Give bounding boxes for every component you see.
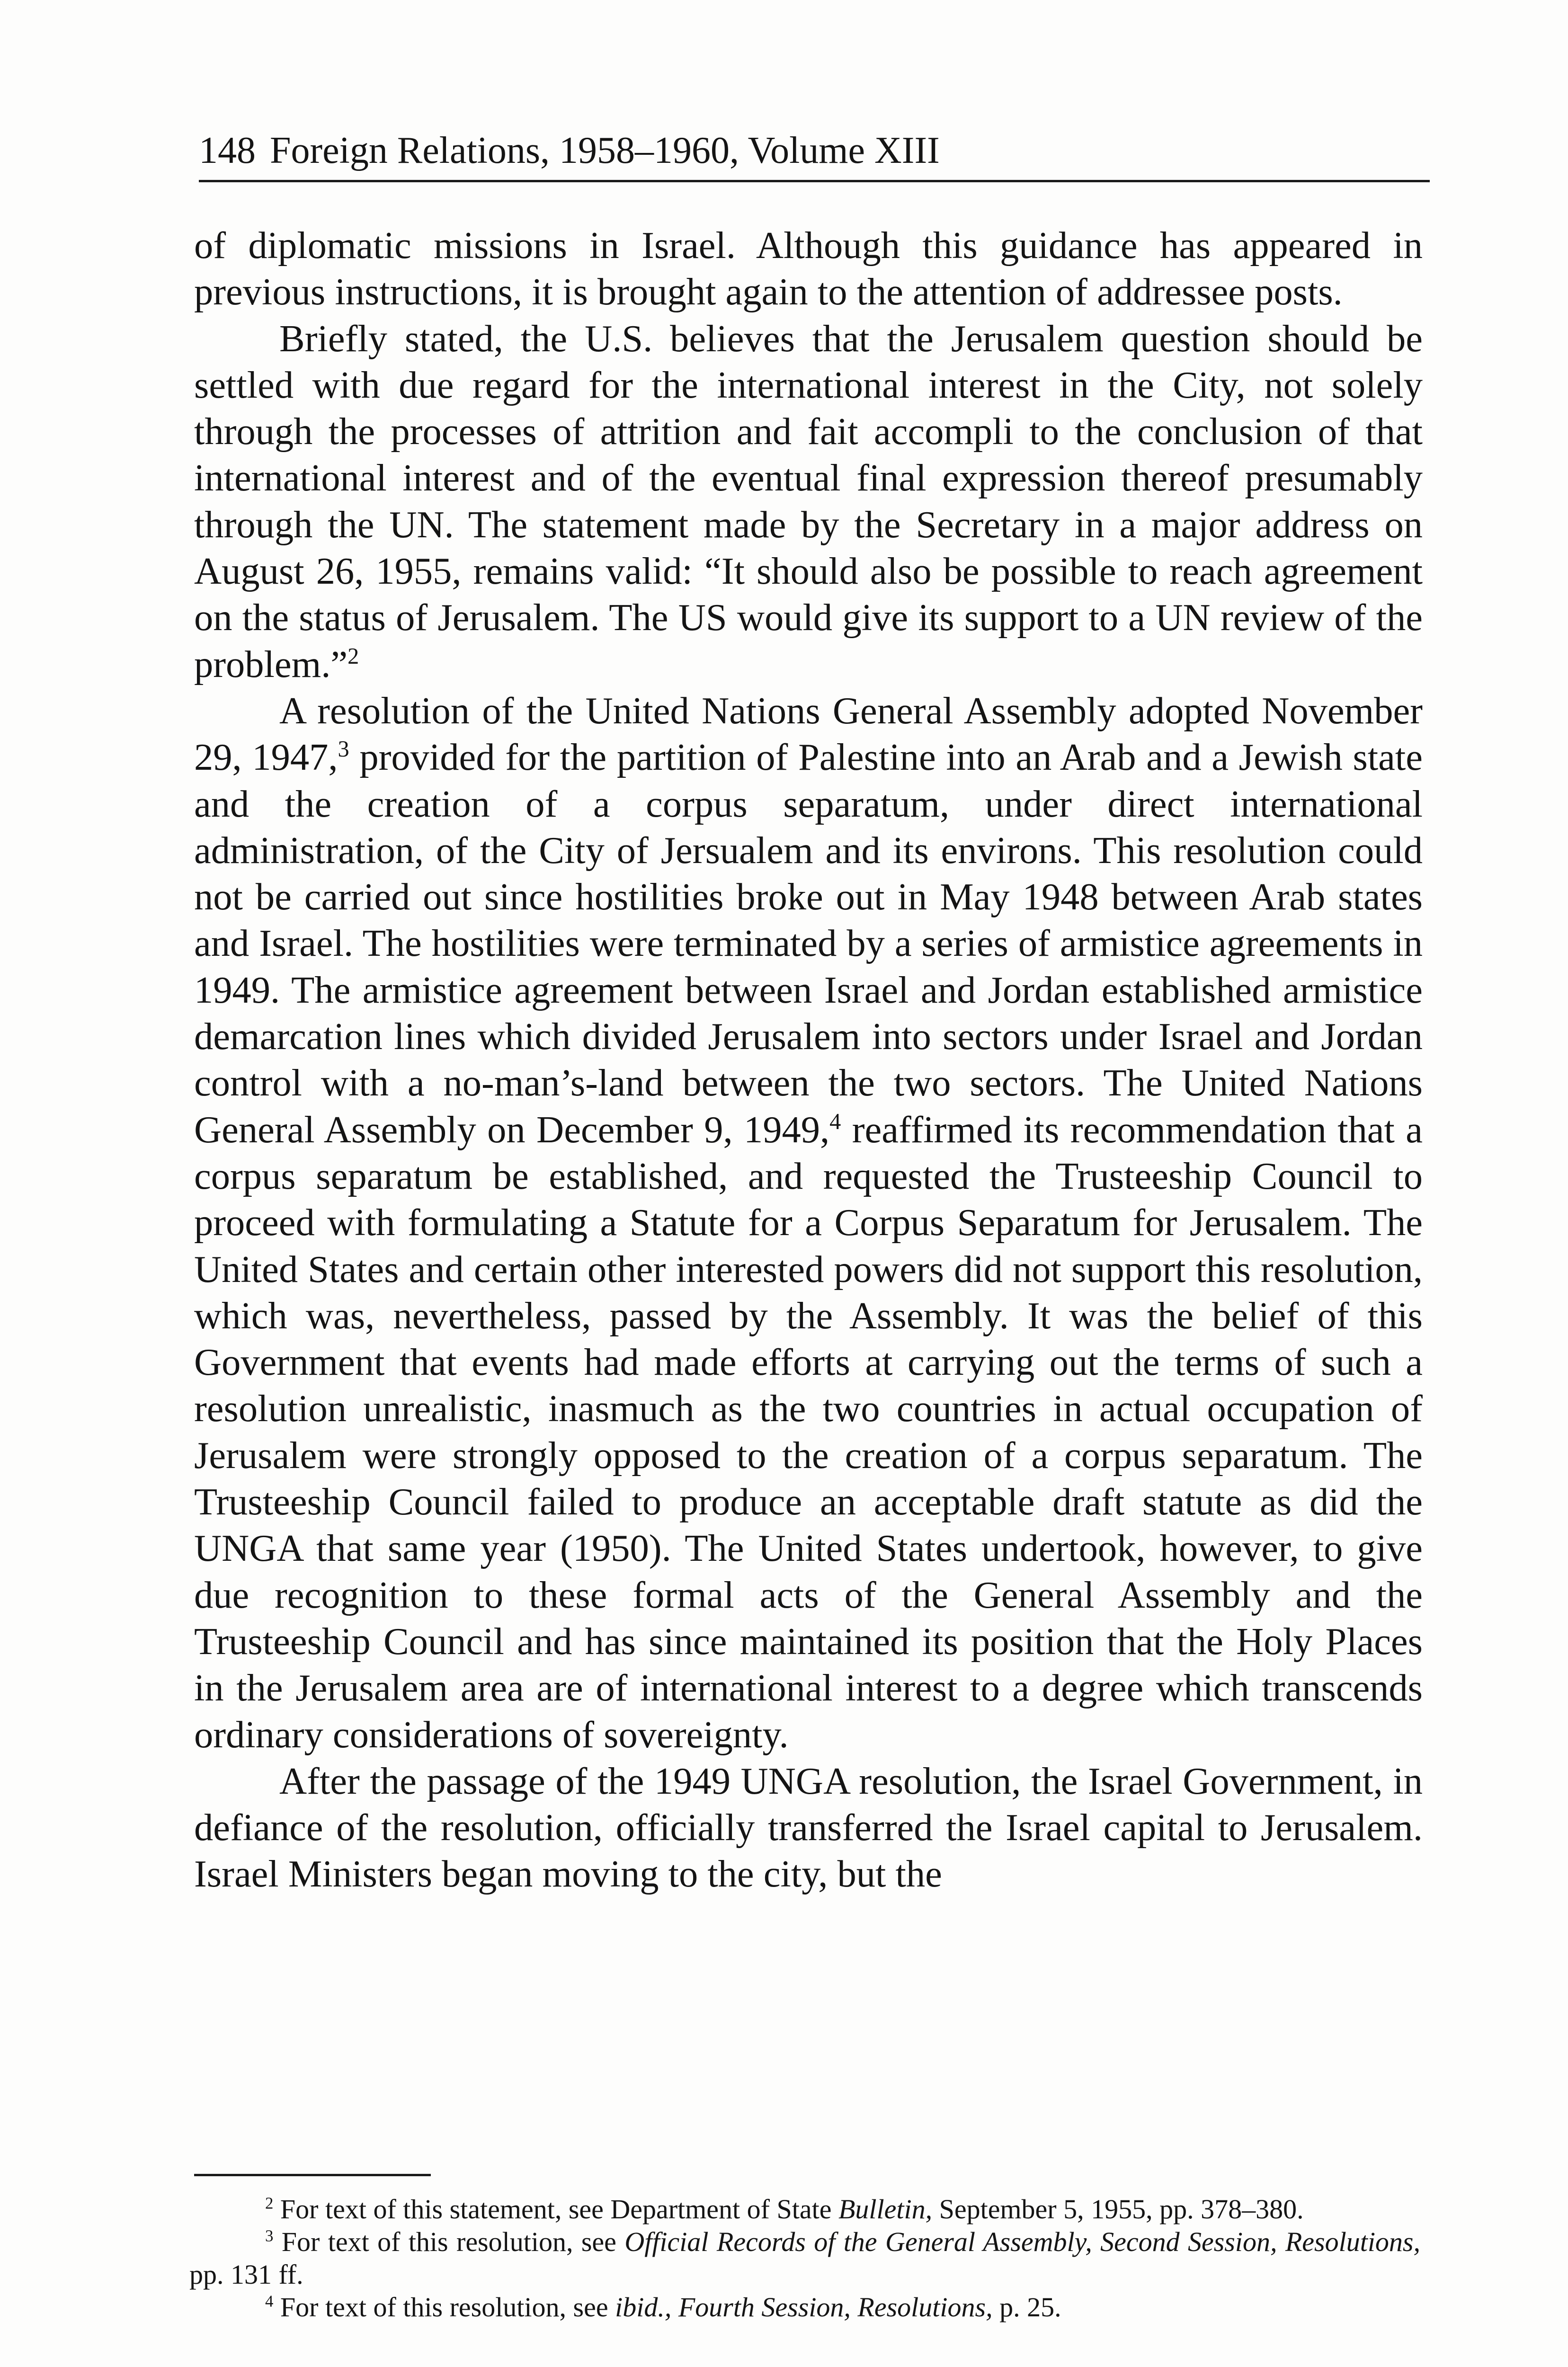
footnote-italic: Official Records of the General Assembly, Second Session, Resolutions, — [624, 2226, 1421, 2257]
paragraph-2-text: Briefly stated, the U.S. believes that the Jerusalem question should be settled with due regard for the international interest in the City, not solely through the processes of attrition and fait accompli to the conclusion of that international interest and of the eventual final expression thereof presumably through the UN. The statement made by the Secretary in a major address on August 26, 1955, remains valid: “It should also be possible to reach agreement on the status of Jerusalem. The US would give its support to a UN review of the problem.” — [194, 317, 1423, 685]
footnote-text: For text of this statement, see Department of State — [280, 2194, 838, 2225]
footnote-ref-3: 3 — [338, 737, 349, 762]
page-number: 148 — [199, 130, 256, 171]
footnote-text: pp. 131 ff. — [189, 2259, 303, 2290]
footnotes — [189, 2193, 1420, 2323]
footnote-ref-4: 4 — [829, 1109, 841, 1134]
footnote-text: p. 25. — [992, 2292, 1061, 2323]
body-text — [194, 222, 1423, 1898]
paragraph-3 — [194, 688, 1423, 1758]
footnote-text: For text of this resolution, see — [281, 2226, 625, 2257]
paragraph-4: After the passage of the 1949 UNGA resolution, the Israel Government, in defiance of the resolution, officially transferred the Israel capital to Jerusalem. Israel Ministers began moving to the city, but the — [194, 1760, 1423, 1895]
header-rule — [199, 180, 1430, 182]
footnote-4 — [189, 2291, 1420, 2323]
footnote-text: September 5, 1955, pp. 378–380. — [932, 2194, 1304, 2225]
footnote-2 — [189, 2193, 1420, 2225]
running-header-title: Foreign Relations, 1958–1960, Volume XIII — [270, 130, 940, 171]
paragraph-3-text-c: reaffirmed its recommendation that a corpus separatum be established, and requested the Trusteeship Council to proceed with formulating a Statute for a Corpus Separatum for Jerusalem. The United States and certain other interested powers did not support this resolution, which was, nevertheless, passed by the Assembly. It was the belief of this Government that events had made efforts at carrying out the terms of such a resolution unrealistic, inasmuch as the two countries in actual occupation of Jerusalem were strongly opposed to the creation of a corpus separatum. The Trusteeship Council failed to produce an acceptable draft statute as did the UNGA that same year (1950). The United States undertook, however, to give due recognition to these formal acts of the General Assembly and the Trusteeship Council and has since maintained its position that the Holy Places in the Jerusalem area are of international interest to a degree which transcends ordinary considerations of sovereignty. — [194, 1108, 1423, 1756]
footnote-italic: ibid., Fourth Session, Resolutions, — [615, 2292, 993, 2323]
paragraph-1: of diplomatic missions in Israel. Although this guidance has appeared in previous instructions, it is brought again to the attention of addressee posts. — [194, 224, 1423, 313]
paragraph-2 — [194, 316, 1423, 688]
footnote-3 — [189, 2225, 1420, 2291]
footnote-marker: 4 — [265, 2292, 274, 2311]
paragraph-3-text-a: A resolution of the United Nations General Assembly adopted November 29, 1947, — [194, 689, 1423, 779]
paragraph-3-text-b: provided for the partition of Palestine into an Arab and a Jewish state and the creation of a corpus separatum, under direct international administration, of the City of Jersualem and its environs. This resolution could not be carried out since hostilities broke out in May 1948 between Arab states and Israel. The hostilities were terminated by a series of armistice agreements in 1949. The armistice agreement between Israel and Jordan established armistice demarcation lines which divided Jerusalem into sectors under Israel and Jordan control with a no-man’s-land between the two sectors. The United Nations General Assembly on December 9, 1949, — [194, 736, 1423, 1151]
footnote-text: For text of this resolution, see — [280, 2292, 615, 2323]
footnote-ref-2: 2 — [347, 643, 359, 669]
footnote-italic: Bulletin, — [838, 2194, 933, 2225]
footnote-marker: 3 — [265, 2226, 274, 2245]
running-header — [199, 122, 1430, 179]
footnote-marker: 2 — [265, 2194, 274, 2213]
footnote-rule — [194, 2174, 431, 2176]
